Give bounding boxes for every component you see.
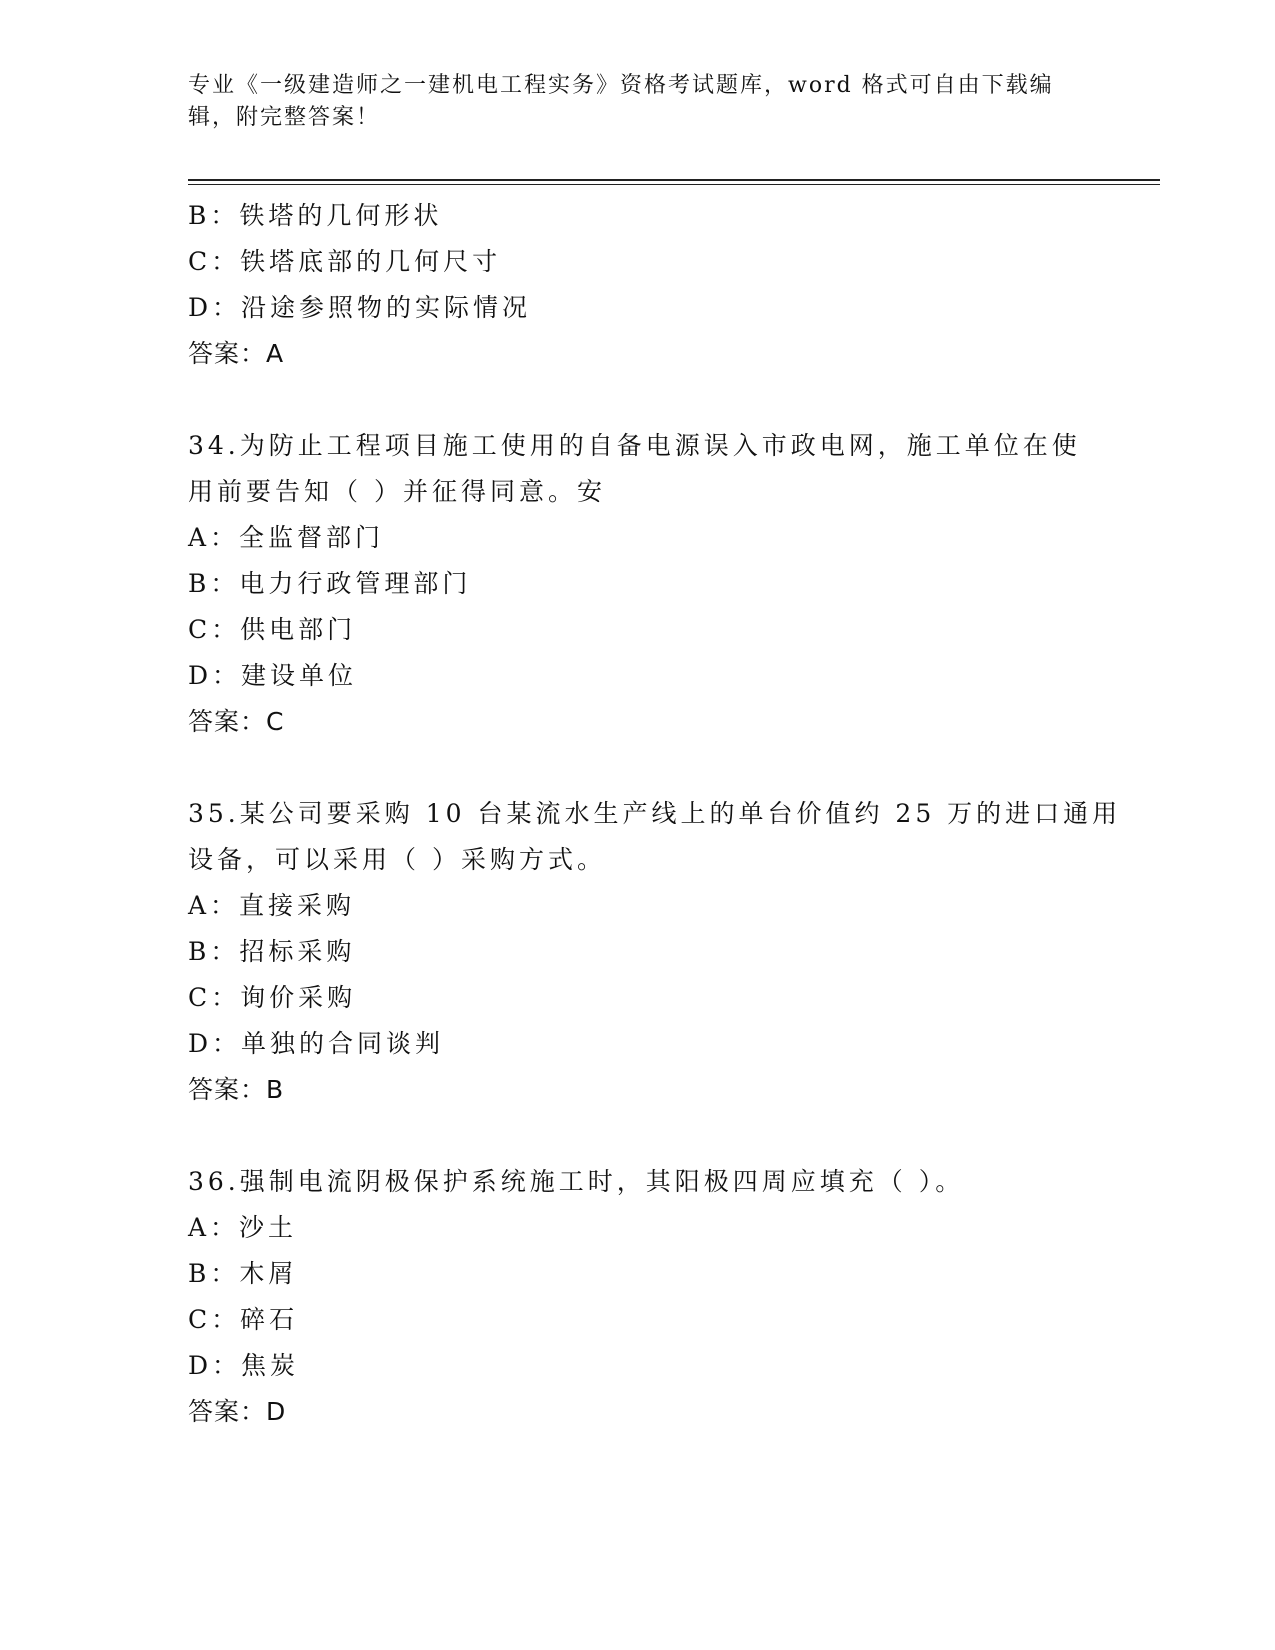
q33-option-c: C：铁塔底部的几何尺寸 — [188, 247, 502, 276]
header-divider-thin — [188, 184, 1160, 185]
q36-option-b: B：木屑 — [188, 1259, 298, 1288]
q36-stem-line-1: 36.强制电流阴极保护系统施工时，其阳极四周应填充（ ）。 — [188, 1167, 965, 1196]
header-divider-thick — [188, 179, 1160, 181]
q33-option-d: D：沿途参照物的实际情况 — [188, 293, 532, 322]
q34-stem-line-2: 用前要告知（ ）并征得同意。安 — [188, 477, 606, 506]
header-line-1: 专业《一级建造师之一建机电工程实务》资格考试题库，word 格式可自由下载编 — [188, 73, 1054, 98]
q36-option-d: D：焦炭 — [188, 1351, 300, 1380]
q34-option-c: C：供电部门 — [188, 615, 357, 644]
q36-option-a: A：沙土 — [188, 1213, 298, 1242]
q35-option-d: D：单独的合同谈判 — [188, 1029, 445, 1058]
q34-option-d: D：建设单位 — [188, 661, 358, 690]
question-36 — [188, 1159, 1088, 1435]
question-34 — [188, 423, 1088, 745]
header-line-2: 辑，附完整答案！ — [188, 105, 381, 130]
question-35 — [188, 791, 1122, 1113]
q35-option-c: C：询价采购 — [188, 983, 357, 1012]
q35-option-a: A：直接采购 — [188, 891, 356, 920]
q33-answer: 答案：A — [188, 339, 285, 368]
q35-option-b: B：招标采购 — [188, 937, 356, 966]
question-33 — [188, 193, 1088, 377]
q34-answer: 答案：C — [188, 707, 285, 736]
q36-answer: 答案：D — [188, 1397, 287, 1426]
q35-answer: 答案：B — [188, 1075, 285, 1104]
q33-option-b: B：铁塔的几何形状 — [188, 201, 443, 230]
question-list — [188, 193, 1122, 1435]
q35-stem-line-1: 35.某公司要采购 10 台某流水生产线上的单台价值约 25 万的进口通用 — [188, 799, 1122, 828]
document-header — [188, 70, 1088, 134]
q35-stem-line-2: 设备，可以采用（ ）采购方式。 — [188, 845, 606, 874]
q34-option-b: B：电力行政管理部门 — [188, 569, 472, 598]
q36-option-c: C：碎石 — [188, 1305, 299, 1334]
q34-option-a: A：全监督部门 — [188, 523, 385, 552]
q34-stem-line-1: 34.为防止工程项目施工使用的自备电源误入市政电网，施工单位在使 — [188, 431, 1081, 460]
